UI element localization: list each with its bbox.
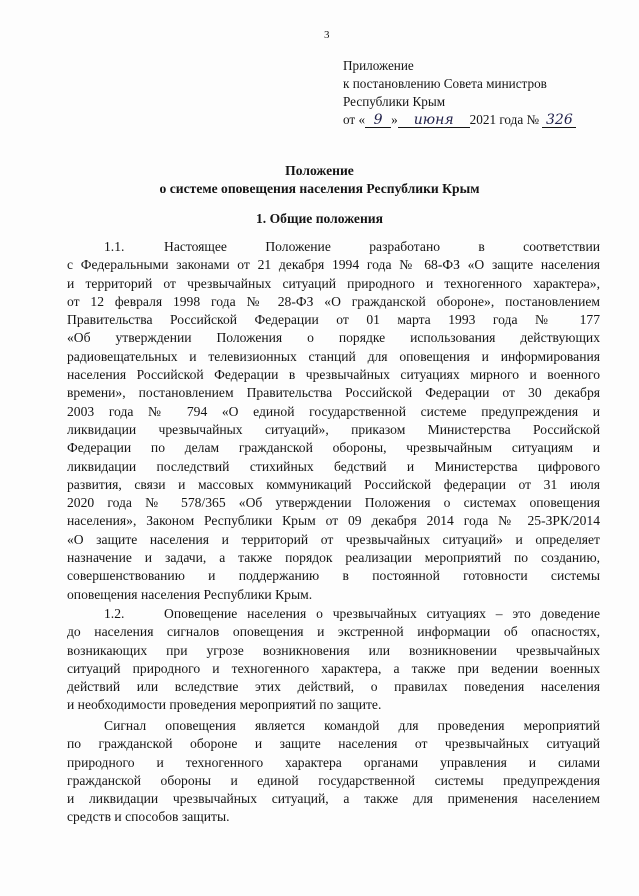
text-line: природного и техногенного характера органами управления и силами <box>67 754 600 770</box>
appendix-date-line <box>343 111 576 129</box>
text-line: от 12 февраля 1998 года № 28-ФЗ «О гражданской обороне», постановлением <box>67 293 600 309</box>
text-line: населения», Законом Республики Крым от 09 декабря 2014 года № 25-ЗРК/2014 <box>67 513 600 529</box>
text-line: и необходимости проведения мероприятий по защите. <box>67 697 382 713</box>
date-year: 2021 года № <box>469 112 540 127</box>
text-line: ситуаций природного и техногенного характера, а также при ведении военных <box>67 660 600 676</box>
text-line: 1.1. Настоящее Положение разработано в соответствии <box>67 238 600 256</box>
text-line: средств и способов защиты. <box>67 809 230 825</box>
text-line: оповещения населения Республики Крым. <box>67 586 313 602</box>
text-line: 1.2. Оповещение населения о чрезвычайных ситуациях – это доведение <box>67 605 600 623</box>
text-line: совершенствованию и поддержанию в постоянной готовности системы <box>67 568 600 584</box>
paragraph-1-1 <box>67 238 600 604</box>
paragraph-number: 1.1. <box>104 239 125 254</box>
text-line: населения Российской Федерации в чрезвычайных ситуациях мирного и военного <box>67 367 600 383</box>
text-line: ликвидации последствий стихийных бедствий и Министерства цифрового <box>67 458 600 474</box>
text-line: до населения сигналов оповещения и экстренной информации об опасностях, <box>67 624 600 640</box>
date-mid: » <box>391 112 398 127</box>
text-line: развития, связи и массовых коммуникаций Российской федерации от 31 июля <box>67 476 600 492</box>
text-line: возникающих при угрозе возникновения или возникновении чрезвычайных <box>67 642 600 658</box>
text-line: «Об утверждении Положения о порядке использования действующих <box>67 330 600 346</box>
appendix-line-3: Республики Крым <box>343 94 446 109</box>
paragraph-signal <box>67 717 600 827</box>
document-title: Положение <box>285 163 354 178</box>
section-heading: 1. Общие положения <box>256 211 383 226</box>
text-line: Федерации по делам гражданской обороны, чрезвычайным ситуациям и <box>67 440 600 456</box>
text-line: по гражданской обороне и защите населения от чрезвычайных ситуаций <box>67 736 600 752</box>
text-line: Правительства Российской Федерации от 01 марта 1993 года № 177 <box>67 312 600 328</box>
handwritten-day: 9 <box>373 112 383 128</box>
text-line: радиовещательных и телевизионных станций для оповещения и информирования <box>67 348 600 364</box>
text-line: времени», постановлением Правительства Российской Федерации от 30 декабря <box>67 385 600 401</box>
text-line: действий или вследствие этих действий, о правилах поведения населения <box>67 679 600 695</box>
text-line: «О защите населения и территорий от чрезвычайных ситуаций» и определяет <box>67 531 600 547</box>
date-prefix: от « <box>343 112 366 127</box>
text-line: гражданской обороны и единой государственной системы предупреждения <box>67 772 600 788</box>
handwritten-number: 326 <box>546 112 573 128</box>
text-line: и ликвидации чрезвычайных ситуаций, а также для применения населением <box>67 791 600 807</box>
text-line: назначение и задачи, а также порядок реализации мероприятий по созданию, <box>67 550 600 566</box>
paragraph-number: 1.2. <box>104 606 125 621</box>
page-number: 3 <box>324 29 330 41</box>
text-line: 2020 года № 578/365 «Об утверждении Положения о системах оповещения <box>67 495 600 511</box>
document-subtitle: о системе оповещения населения Республики Крым <box>159 181 480 196</box>
text-line: Сигнал оповещения является командой для проведения мероприятий <box>104 718 600 733</box>
text-line: и территорий от чрезвычайных ситуаций природного и техногенного характера», <box>67 275 600 291</box>
text-line: ликвидации чрезвычайных ситуаций», приказом Министерства Российской <box>67 421 600 437</box>
appendix-line-2: к постановлению Совета министров <box>343 76 547 91</box>
handwritten-month: июня <box>413 112 454 128</box>
text-line: с Федеральными законами от 21 декабря 1994 года № 68-ФЗ «О защите населения <box>67 257 600 273</box>
text-line: 2003 года № 794 «О единой государственной системе предупреждения и <box>67 403 600 419</box>
appendix-line-1: Приложение <box>343 58 414 73</box>
paragraph-1-2 <box>67 605 600 715</box>
